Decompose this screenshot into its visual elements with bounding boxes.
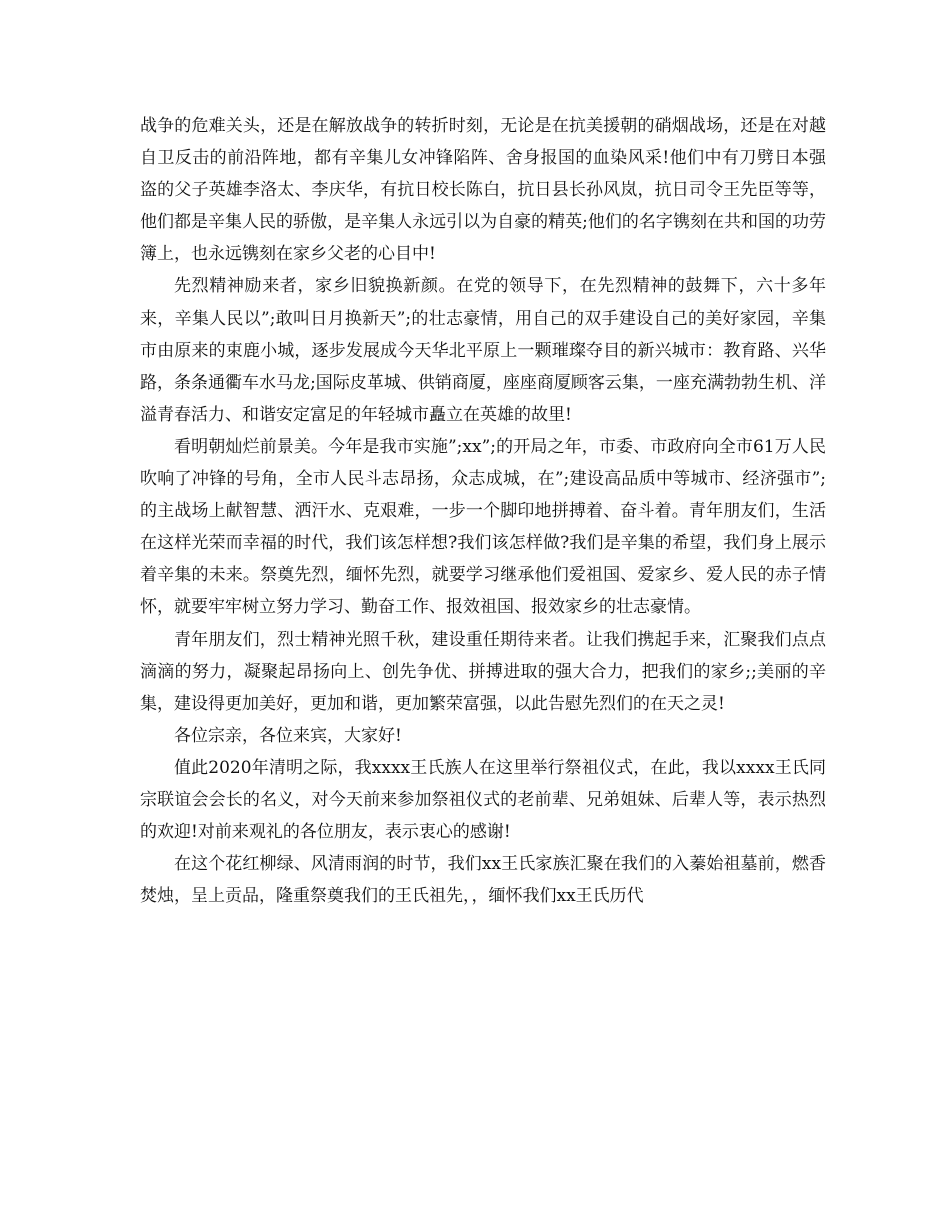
paragraph-5: 各位宗亲，各位来宾，大家好! bbox=[174, 725, 402, 746]
paragraph-7: 在这个花红柳绿、风清雨润的时节，我们xx王氏家族汇聚在我们的入蓁始祖墓前，燃香焚烛，呈上贡品，隆重祭奠我们的王氏祖先，，缅怀我们xx王氏历代 bbox=[140, 854, 826, 907]
paragraph-4: 青年朋友们，烈士精神光照千秋，建设重任期待来者。让我们携起手来，汇聚我们点点滴滴的努力，凝聚起昂扬向上、创先争优、拼搏进取的强大合力，把我们的家乡;;美丽的辛集，建设得更加美好，更加和谐，更加繁荣富强，以此告慰先烈们的在天之灵! bbox=[140, 629, 826, 714]
document-body bbox=[140, 110, 826, 912]
paragraph-3: 看明朝灿烂前景美。今年是我市实施”;xx”;的开局之年，市委、市政府向全市61万人民吹响了冲锋的号角，全市人民斗志昂扬，众志成城，在”;建设高品质中等城市、经济强市”;的主战场上献智慧、洒汗水、克艰难，一步一个脚印地拼搏着、奋斗着。青年朋友们，生活在这样光荣而幸福的时代，我们该怎样想?我们该怎样做?我们是辛集的希望，我们身上展示着辛集的未来。祭奠先烈，缅怀先烈，就要学习继承他们爱祖国、爱家乡、爱人民的赤子情怀，就要牢牢树立努力学习、勤奋工作、报效祖国、报效家乡的壮志豪情。 bbox=[140, 436, 826, 618]
paragraph-1: 战争的危难关头，还是在解放战争的转折时刻，无论是在抗美援朝的硝烟战场，还是在对越自卫反击的前沿阵地，都有辛集儿女冲锋陷阵、舍身报国的血染风采!他们中有刀劈日本强盗的父子英雄李洛太、李庆华，有抗日校长陈白，抗日县长孙风岚，抗日司令王先臣等等，他们都是辛集人民的骄傲，是辛集人永远引以为自豪的精英;他们的名字镌刻在共和国的功劳簿上，也永远镌刻在家乡父老的心目中! bbox=[140, 116, 826, 265]
paragraph-2: 先烈精神励来者，家乡旧貌换新颜。在党的领导下，在先烈精神的鼓舞下，六十多年来，辛集人民以”;敢叫日月换新天”;的壮志豪情，用自己的双手建设自己的美好家园，辛集市由原来的束鹿小城，逐步发展成今天华北平原上一颗璀璨夺目的新兴城市：教育路、兴华路，条条通衢车水马龙;国际皮革城、供销商厦，座座商厦顾客云集，一座充满勃勃生机、洋溢青春活力、和谐安定富足的年轻城市矗立在英雄的故里! bbox=[140, 276, 826, 425]
paragraph-6: 值此2020年清明之际，我xxxx王氏族人在这里举行祭祖仪式，在此，我以xxxx王氏同宗联谊会会长的名义，对今天前来参加祭祖仪式的老前辈、兄弟姐妹、后辈人等，表示热烈的欢迎!对前来观礼的各位朋友，表示衷心的感谢! bbox=[140, 757, 826, 843]
